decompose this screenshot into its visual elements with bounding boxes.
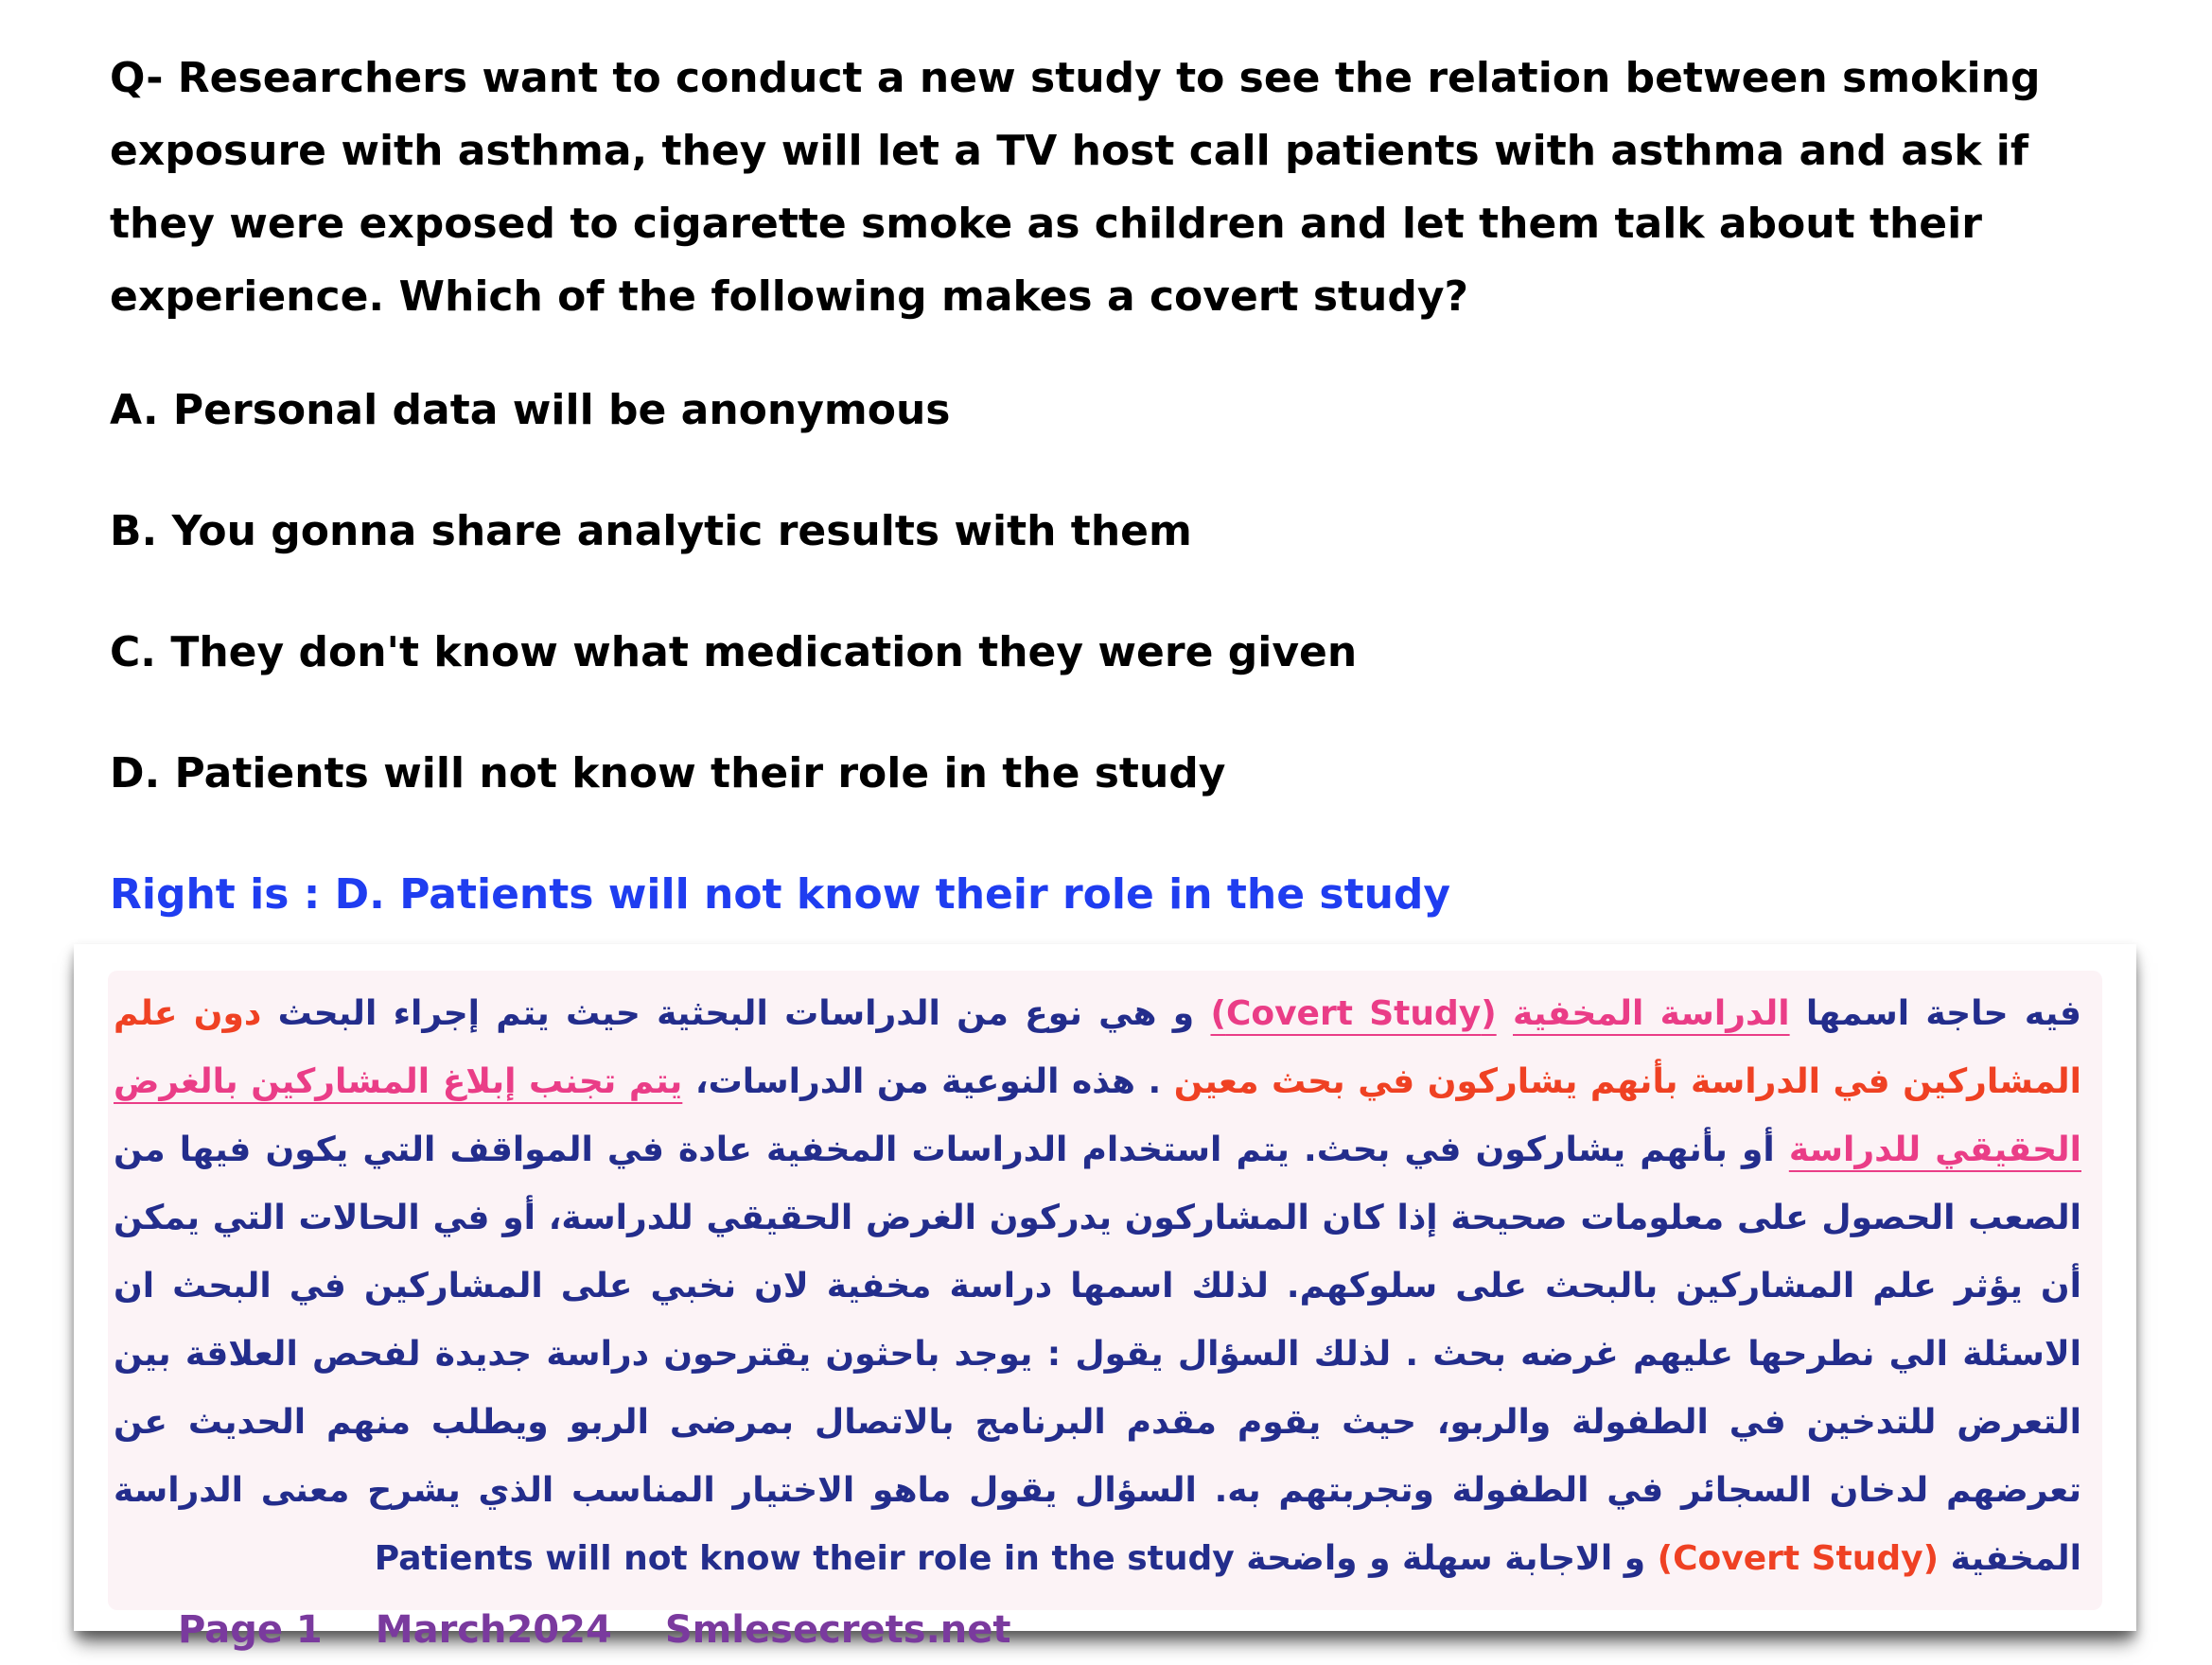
option-a: A. Personal data will be anonymous [110,386,951,434]
explanation-panel [108,971,2102,1652]
option-d: D. Patients will not know their role in the study [110,749,1226,797]
explanation-text [114,980,2081,1593]
question-text: Q- Researchers want to conduct a new study to see the relation between smoking exposure with asthma, they will let a TV host call patients with asthma and ask if they were exposed to cigarette smoke as children and let them talk about their experience. Which of the following makes a covert study? [110,54,2041,321]
explanation-card [74,944,2136,1652]
explanation-segment: و الاجابة سهلة و واضحة [1234,1539,1658,1578]
term-covert-study-red: (Covert Study) [1657,1539,1940,1578]
page-footer [178,1606,1064,1654]
answer-restated: Patients will not know their role in the study [374,1539,1235,1578]
footer-site: Smlesecrets.net [664,1608,1011,1652]
footer-date: March2024 [375,1608,612,1652]
term-covert-study-english: (Covert Study) [1210,994,1497,1033]
explanation-segment [1497,994,1513,1033]
correct-answer: Right is : D. Patients will not know their role in the study [110,870,1451,919]
option-c: C. They don't know what medication they were given [110,628,1358,676]
footer-page: Page 1 [178,1608,323,1652]
option-b: B. You gonna share analytic results with them [110,507,1192,555]
explanation-segment: فيه حاجة اسمها [1789,994,2081,1033]
explanation-segment: و هي نوع من الدراسات البحثية حيث يتم إجراء البحث [261,994,1211,1033]
term-covert-study-arabic: الدراسة المخفية [1512,994,1790,1033]
highlight-without-knowledge: دون علم المشاركين في الدراسة بأنهم يشاركون في بحث معين [114,994,2081,1101]
highlight-purpose-hidden: يتم تجنب إبلاغ المشاركين بالغرض الحقيقي للدراسة [114,1062,2081,1169]
explanation-segment: أو بأنهم يشاركون في بحث. يتم استخدام الدراسات المخفية عادة في المواقف التي يكون فيها من الصعب الحصول على معلومات صحيحة إذا كان المشاركون يدركون الغرض الحقيقي للدراسة، أو في الحالات التي يمكن أن يؤثر علم المشاركين بالبحث على سلوكهم. لذلك اسمها دراسة مخفية لان نخبي على المشاركين في البحث ان الاسئلة الي نطرحها عليهم غرضه بحث . لذلك السؤال يقول : يوجد باحثون يقترحون دراسة جديدة لفحص العلاقة بين التعرض للتدخين في الطفولة والربو، حيث يقوم مقدم البرنامج بالاتصال بمرضى الربو ويطلب منهم الحديث عن تعرضهم لدخان السجائر في الطفولة وتجربتهم به. السؤال يقول ماهو الاختيار المناسب الذي يشرح معنى الدراسة المخفية [114,1130,2081,1578]
explanation-segment: . هذه النوعية من الدراسات، [682,1062,1174,1101]
